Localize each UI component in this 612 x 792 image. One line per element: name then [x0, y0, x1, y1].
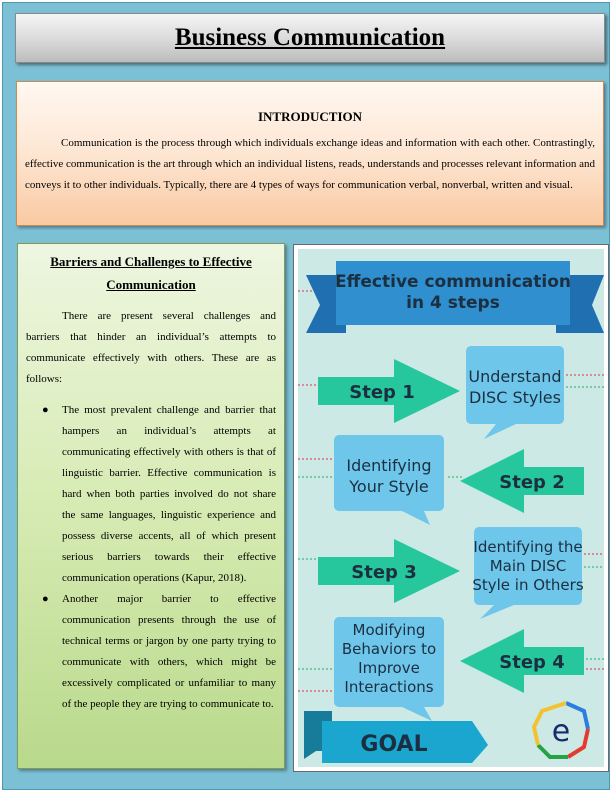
- infographic-frame: [293, 244, 609, 772]
- page-title: Business Communication: [174, 24, 446, 51]
- bullet-icon: ●: [42, 404, 49, 416]
- logo-letter: e: [551, 714, 571, 749]
- step4-text-line4: Interactions: [344, 678, 434, 696]
- infographic: [298, 249, 604, 767]
- barrier-bullet-item: [42, 589, 276, 715]
- step3-text-line2: Main DISC: [489, 557, 567, 575]
- barriers-intro-text: There are present several challenges and barriers that hinder an individual’s attempts to communicate effectively with others. These are as follows:: [26, 310, 276, 385]
- step3-label: Step 3: [351, 562, 417, 583]
- goal-label: GOAL: [360, 732, 428, 757]
- step1-text-line2: DISC Styles: [469, 388, 561, 407]
- introduction-heading: INTRODUCTION: [257, 109, 362, 124]
- step2-text-line2: Your Style: [349, 477, 429, 496]
- step1-label: Step 1: [349, 382, 415, 403]
- barriers-heading: Barriers and Challenges to Effective Communication: [50, 254, 252, 292]
- document-page: [2, 2, 610, 790]
- step2-text-line1: Identifying: [346, 456, 432, 475]
- step1-text-line1: Understand: [468, 367, 562, 386]
- step4-label: Step 4: [499, 652, 565, 673]
- barrier-bullet-text: Another major barrier to effective communication presents through the use of technical terms or jargon by one party trying to communicate with others, which might be excessively complicated or unfamiliar to many of the people they are trying to communicate to.: [62, 593, 276, 710]
- infographic-title-line1: Effective communication: [335, 272, 571, 292]
- infographic-title-line2: in 4 steps: [406, 293, 500, 313]
- step2-label: Step 2: [499, 472, 565, 493]
- title-banner: [15, 13, 605, 63]
- introduction-text: Communication is the process through which individuals exchange ideas and information with each other. Contrastingly, effective communication is the art through which an individual listens, reads, understands and processes relevant information and conveys it to other individuals. Typically, there are 4 types of ways for communication verbal, nonverbal, written and visual.: [25, 137, 595, 191]
- step4-text-line2: Behaviors to: [341, 640, 437, 658]
- step4-text-line3: Improve: [358, 659, 420, 677]
- introduction-box: [16, 81, 604, 226]
- barrier-bullet-item: [42, 400, 276, 589]
- step3-text-line3: Style in Others: [472, 576, 584, 594]
- step3-text-line1: Identifying the: [473, 538, 583, 556]
- step4-text-line1: Modifying: [352, 621, 426, 639]
- bullet-icon: ●: [42, 593, 49, 605]
- barriers-list: [26, 400, 276, 715]
- barriers-box: [17, 243, 285, 769]
- barrier-bullet-text: The most prevalent challenge and barrier that hampers an individual’s attempts at communicating effectively with others is that of linguistic barrier. Effective communication is hard when both parties involved do not share the same languages, linguistic experience and possess diverse accents, all of which present serious barriers towards their effective communication operations (Kapur, 2018).: [62, 404, 276, 584]
